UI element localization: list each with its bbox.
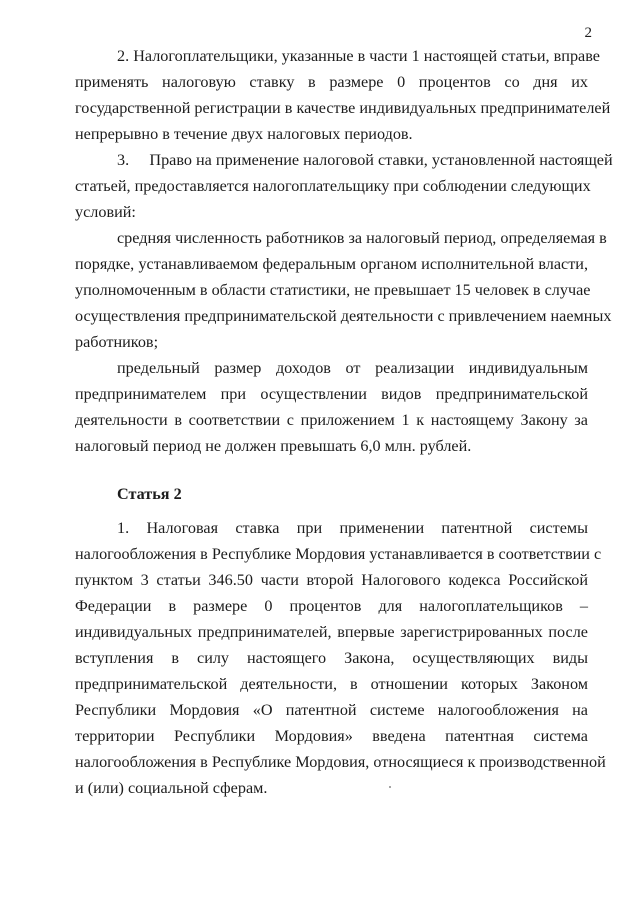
condition-income-limit [75,355,588,459]
document-body [75,43,613,801]
article-heading: Статья 2 [117,485,182,503]
spacer [75,507,588,515]
text-line: 2. Налогоплательщики, указанные в части 1 настоящей статьи, вправе [117,47,600,65]
text-line: условий: [75,203,136,221]
text-line: осуществления предпринимательской деятельности с привлечением наемных [75,307,612,325]
text-line: налогообложения в Республике Мордовия устанавливается в соответствии с [75,545,602,563]
text-line: Федерации в размере 0 процентов для налогоплательщиков – [75,597,588,615]
text-line: 1. Налоговая ставка при применении патентной системы [117,519,588,537]
text-line: предпринимателем при осуществлении видов предпринимательской [75,385,588,403]
text-line: 3. Право на применение налоговой ставки, установленной настоящей [117,151,613,169]
text-line: налоговый период не должен превышать 6,0 млн. рублей. [75,437,472,455]
text-line: применять налоговую ставку в размере 0 процентов со дня их [75,73,588,91]
paragraph-3-conditions [75,147,613,225]
text-line: деятельности в соответствии с приложением 1 к настоящему Закону за [75,411,588,429]
page-number: 2 [584,25,592,41]
text-line: предпринимательской деятельности, в отношении которых Законом [75,675,588,693]
text-line: индивидуальных предпринимателей, впервые зарегистрированных после [75,623,588,641]
text-line: предельный размер доходов от реализации индивидуальным [117,359,588,377]
text-line: государственной регистрации в качестве индивидуальных предпринимателей [75,99,611,117]
text-line: непрерывно в течение двух налоговых периодов. [75,125,413,143]
article-2-paragraph-1 [75,515,606,801]
spacer [75,459,588,481]
text-line: вступления в силу настоящего Закона, осуществляющих виды [75,649,588,667]
paragraph-2-exemption [75,43,611,147]
text-line: уполномоченным в области статистики, не превышает 15 человек в случае [75,281,591,299]
text-line: пунктом 3 статьи 346.50 части второй Налогового кодекса Российской [75,571,588,589]
text-line: средняя численность работников за налоговый период, определяемая в [117,229,607,247]
text-line: территории Республики Мордовия» введена патентная система [75,727,588,745]
text-line: статьей, предоставляется налогоплательщику при соблюдении следующих [75,177,591,195]
scan-speck [389,786,391,788]
text-line: налогообложения в Республике Мордовия, относящиеся к производственной [75,753,606,771]
condition-employee-count [75,225,612,355]
text-line: Республики Мордовия «О патентной системе налогообложения на [75,701,588,719]
text-line: порядке, устанавливаемом федеральным органом исполнительной власти, [75,255,588,273]
text-line: работников; [75,333,159,351]
text-line: и (или) социальной сферам. [75,779,268,797]
